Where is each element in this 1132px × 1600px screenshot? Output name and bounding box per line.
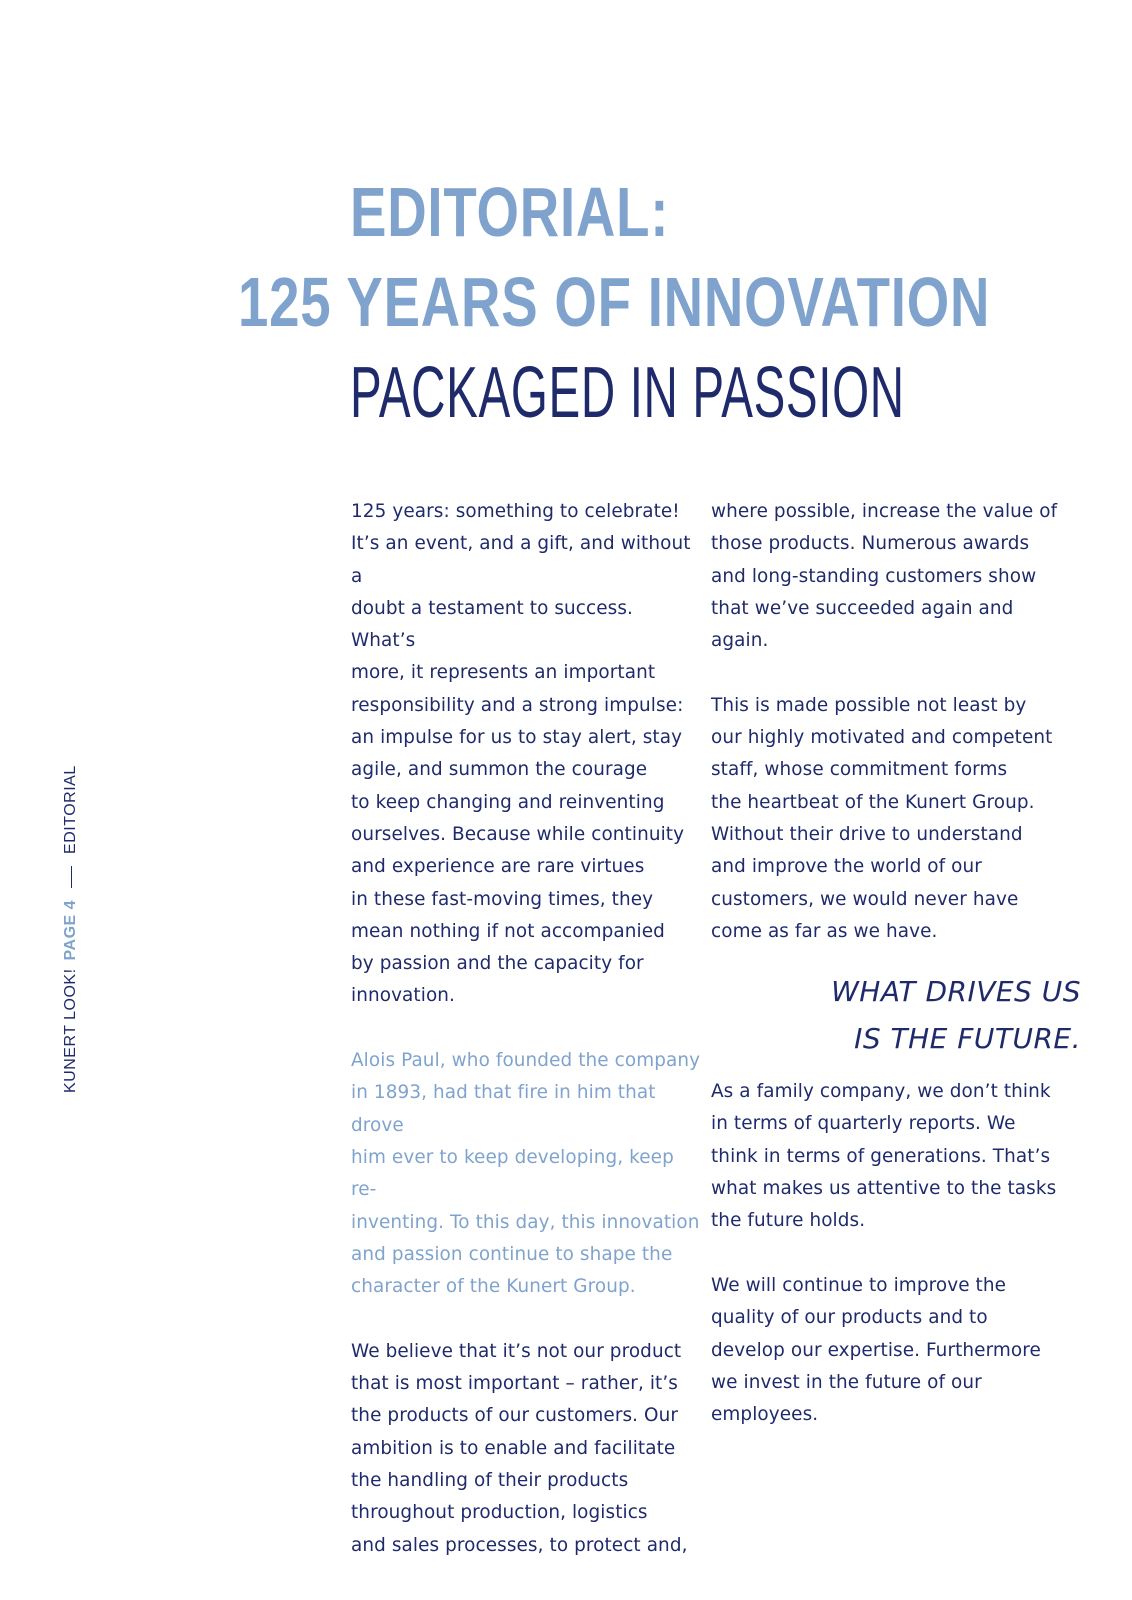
side-label (62, 765, 80, 1093)
paragraph: We will continue to improve the quality of our products and to develop our expertise. Furthermore we invest in the future of our employees. (711, 1274, 1041, 1426)
right-column (711, 496, 1081, 1464)
paragraph: We believe that it’s not our product that is most important – rather, it’s the products of our customers. Our ambition is to enable and facilitate the handling of their products throughout production, logistics and sales processes, to protect and, (351, 1340, 688, 1556)
brand-label: KUNERT LOOK! (62, 968, 79, 1093)
paragraph: 125 years: something to celebrate! It’s an event, and a gift, and without a doubt a testament to success. What’s more, it represents an important responsibility and a strong impulse: an impulse for us to stay alert, stay agile, and summon the courage to keep changing and reinventing ourselves. Because while continuity and experience are rare virtues in these fast-moving times, they mean nothing if not accompanied by passion and the capacity for innovation. (351, 501, 691, 1007)
headline-line-1: EDITORIAL: (350, 173, 670, 251)
paragraph: This is made possible not least by our highly motivated and competent staff, whose commitment forms the heartbeat of the Kunert Group. Without their drive to understand and improve the world of our customers, we would never have come as far as we have. (711, 694, 1053, 942)
page-number: PAGE 4 (62, 899, 79, 961)
separator-dash (71, 866, 72, 888)
section-label: EDITORIAL (62, 765, 79, 854)
headline-line-3: PACKAGED IN PASSION (350, 353, 905, 433)
highlight-paragraph: Alois Paul, who founded the company in 1893, had that fire in him that drove him ever to keep developing, keep re- inventing. To this day, this innovation and passion continue to shape the character of the Kunert Group. (351, 1050, 701, 1298)
paragraph: As a family company, we don’t think in terms of quarterly reports. We think in terms of generations. That’s what makes us attentive to the tasks the future holds. (711, 1081, 1057, 1232)
left-column (351, 496, 701, 1594)
headline-line-2: 125 YEARS OF INNOVATION (238, 263, 991, 341)
pull-quote: WHAT DRIVES US IS THE FUTURE. (831, 975, 1081, 1056)
paragraph: where possible, increase the value of those products. Numerous awards and long-standing customers show that we’ve succeeded again and again. (711, 501, 1058, 652)
